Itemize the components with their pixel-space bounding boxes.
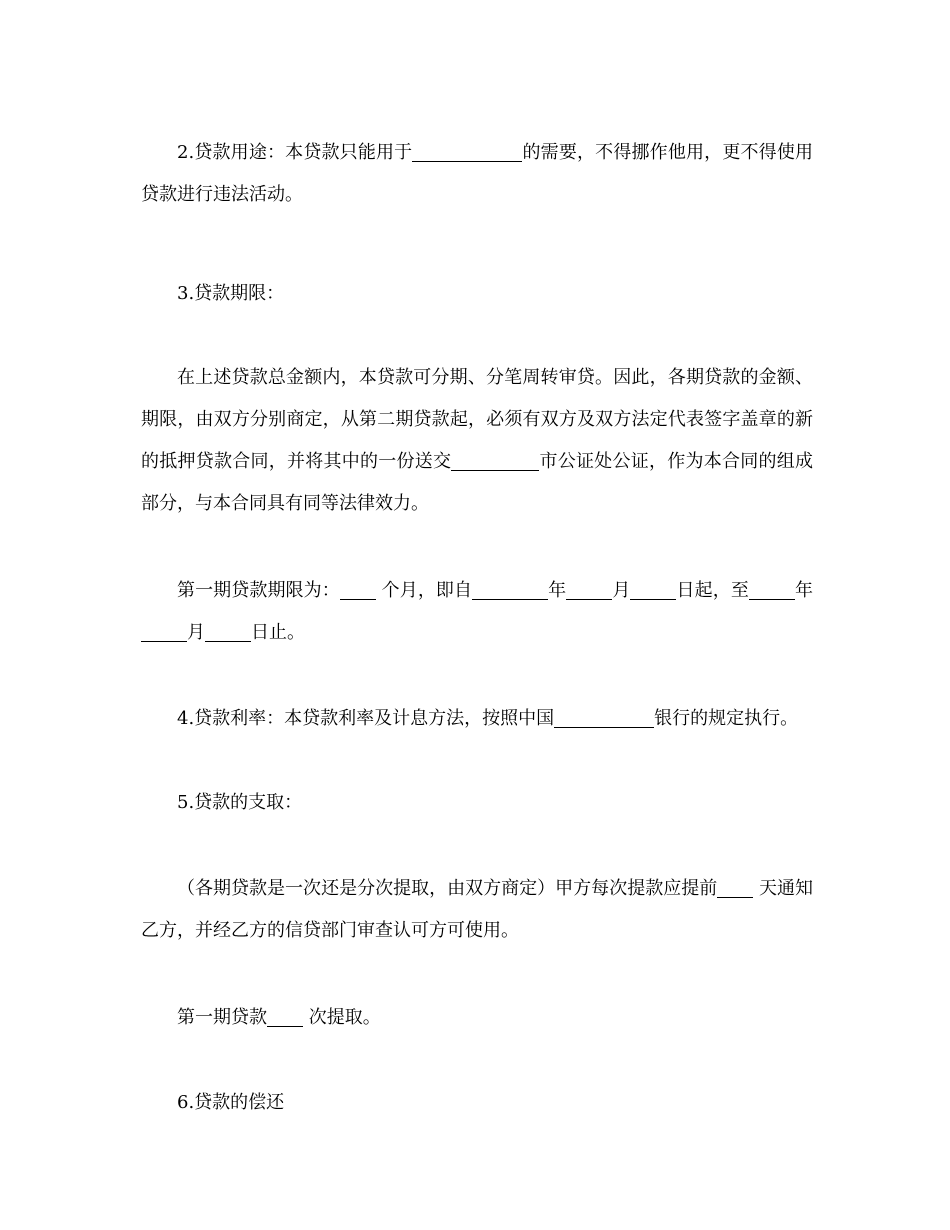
clause-5-paragraph: （各期贷款是一次还是分次提取，由双方商定）甲方每次提款应提前 天通知乙方，并经乙方的信贷部门审查认可方可使用。 (141, 868, 813, 952)
fill-blank (630, 577, 676, 600)
fill-blank (472, 577, 548, 600)
fill-blank (412, 139, 522, 162)
clause-6-heading: 6.贷款的偿还 (177, 1092, 285, 1113)
fill-blank (141, 619, 187, 642)
fill-blank (566, 577, 612, 600)
clause-2-loan-purpose: 2.贷款用途：本贷款只能用于 的需要，不得挪作他用，更不得使用贷款进行违法活动。 (141, 132, 813, 216)
clause-3-paragraph: 在上述贷款总金额内，本贷款可分期、分笔周转审贷。因此，各期贷款的金额、期限，由双方分别商定，从第二期贷款起，必须有双方及双方法定代表签字盖章的新的抵押贷款合同，并将其中的一份送交 市公证处公证，作为本合同的组成部分，与本合同具有同等法律效力。 (141, 367, 813, 514)
fill-blank (451, 448, 539, 471)
clause-5-first-withdrawal: 第一期贷款 次提取。 (141, 997, 813, 1039)
fill-blank (554, 705, 654, 728)
fill-blank (205, 619, 251, 642)
clause-3-first-period: 第一期贷款期限为： 个月，即自 年 月 日起，至 年月 日止。 (141, 570, 813, 654)
fill-blank (749, 577, 795, 600)
fill-blank (717, 875, 753, 898)
clause-4-interest-rate: 4.贷款利率：本贷款利率及计息方法，按照中国 银行的规定执行。 (141, 698, 813, 740)
clause-3-heading: 3.贷款期限： (177, 283, 285, 304)
clause-5-heading: 5.贷款的支取： (177, 792, 303, 813)
fill-blank (340, 577, 376, 600)
fill-blank (267, 1004, 303, 1027)
